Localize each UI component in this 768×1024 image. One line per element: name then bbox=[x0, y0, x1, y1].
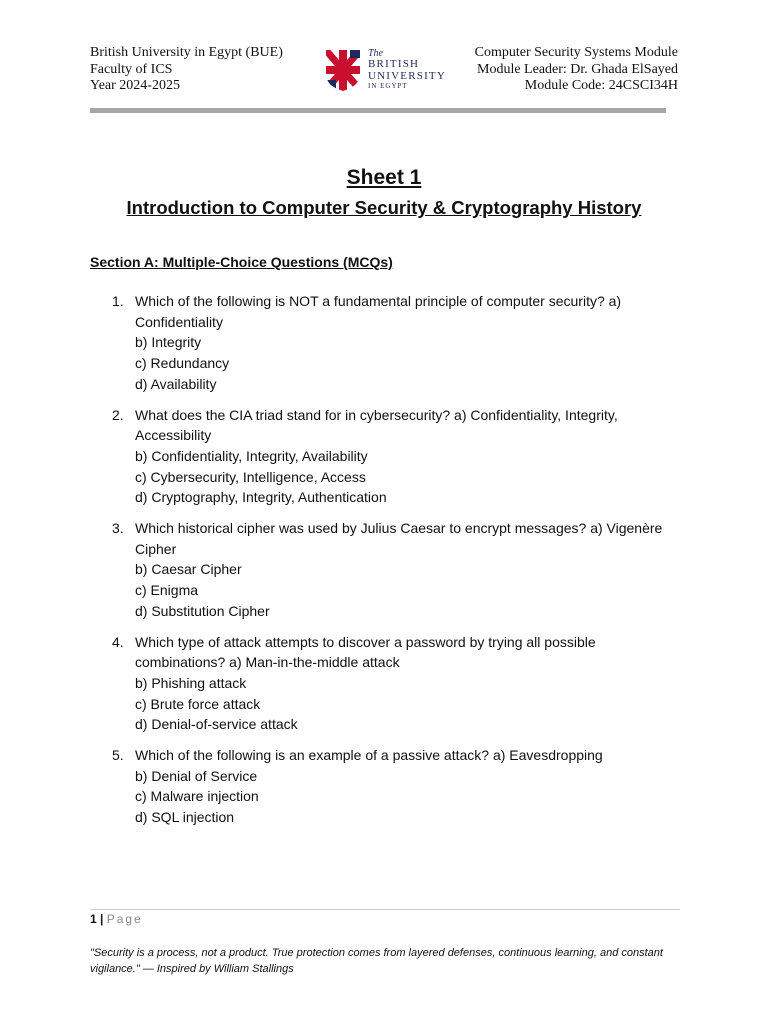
answer-option: d) Cryptography, Integrity, Authentication bbox=[135, 489, 387, 506]
question-item bbox=[90, 405, 670, 509]
header-divider bbox=[90, 108, 666, 113]
sheet-title: Sheet 1 bbox=[346, 166, 422, 189]
answer-option: c) Cybersecurity, Intelligence, Access bbox=[135, 468, 366, 485]
question-text: What does the CIA triad stand for in cybersecurity? a) Confidentiality, Integrity, Accessibility bbox=[135, 406, 618, 444]
answer-option: d) Availability bbox=[135, 375, 217, 392]
answer-option: b) Caesar Cipher bbox=[135, 561, 242, 578]
question-text: Which of the following is an example of a passive attack? a) Eavesdropping bbox=[135, 747, 603, 764]
answer-option: b) Confidentiality, Integrity, Availability bbox=[135, 447, 368, 464]
section-heading: Section A: Multiple-Choice Questions (MCQs) bbox=[90, 254, 393, 270]
institution-info bbox=[90, 45, 283, 95]
answer-option: c) Brute force attack bbox=[135, 695, 261, 712]
page-footer bbox=[90, 912, 143, 926]
answer-option: c) Malware injection bbox=[135, 788, 259, 805]
question-list bbox=[90, 291, 670, 838]
answer-option: d) Substitution Cipher bbox=[135, 602, 270, 619]
question-text: Which type of attack attempts to discover a password by trying all possible combinations? a) Man-in-the-middle attack bbox=[135, 633, 596, 671]
question-item bbox=[90, 291, 670, 395]
module-code: Module Code: 24CSCI34H bbox=[524, 78, 678, 93]
footer-quote: "Security is a process, not a product. True protection comes from layered defenses, continuous learning, and constant vigilance." — Inspired by William Stallings bbox=[90, 947, 663, 975]
sheet-subtitle: Introduction to Computer Security & Cryptography History bbox=[126, 197, 642, 218]
logo-the: The bbox=[368, 48, 383, 59]
answer-option: d) Denial-of-service attack bbox=[135, 716, 298, 733]
faculty-name: Faculty of ICS bbox=[90, 61, 173, 77]
question-number: 1. bbox=[112, 293, 124, 309]
answer-option: c) Enigma bbox=[135, 582, 199, 599]
answer-option: d) SQL injection bbox=[135, 809, 235, 826]
question-item bbox=[90, 518, 670, 622]
module-info bbox=[475, 45, 678, 95]
logo-wordmark bbox=[368, 48, 446, 91]
logo-british: BRITISH bbox=[368, 58, 420, 70]
page-header bbox=[90, 45, 678, 97]
logo-university: UNIVERSITY bbox=[368, 69, 446, 82]
union-jack-crest-icon bbox=[324, 48, 362, 92]
question-number: 4. bbox=[112, 633, 124, 650]
module-leader: Module Leader: Dr. Ghada ElSayed bbox=[477, 61, 678, 77]
page-label: Page bbox=[106, 912, 143, 926]
logo-in-egypt: IN EGYPT bbox=[368, 82, 408, 90]
answer-option: b) Integrity bbox=[135, 334, 202, 351]
footer-divider bbox=[90, 909, 680, 910]
answer-option: c) Redundancy bbox=[135, 355, 230, 372]
question-number: 3. bbox=[112, 520, 124, 537]
question-number: 5. bbox=[112, 747, 124, 764]
page-number: 1 bbox=[90, 912, 97, 926]
question-number: 2. bbox=[112, 406, 124, 423]
question-item bbox=[90, 632, 670, 736]
module-name: Computer Security Systems Module bbox=[474, 45, 678, 60]
question-text: Which of the following is NOT a fundamental principle of computer security? a) Confidentiality bbox=[135, 293, 622, 330]
question-item bbox=[90, 745, 670, 828]
question-text: Which historical cipher was used by Julius Caesar to encrypt messages? a) Vigenère Cipher bbox=[135, 520, 663, 557]
university-logo bbox=[324, 48, 454, 94]
answer-option: b) Denial of Service bbox=[135, 767, 258, 784]
academic-year: Year 2024-2025 bbox=[90, 78, 180, 93]
answer-option: b) Phishing attack bbox=[135, 674, 247, 691]
university-name: British University in Egypt (BUE) bbox=[90, 45, 283, 60]
page-separator: | bbox=[96, 912, 107, 926]
